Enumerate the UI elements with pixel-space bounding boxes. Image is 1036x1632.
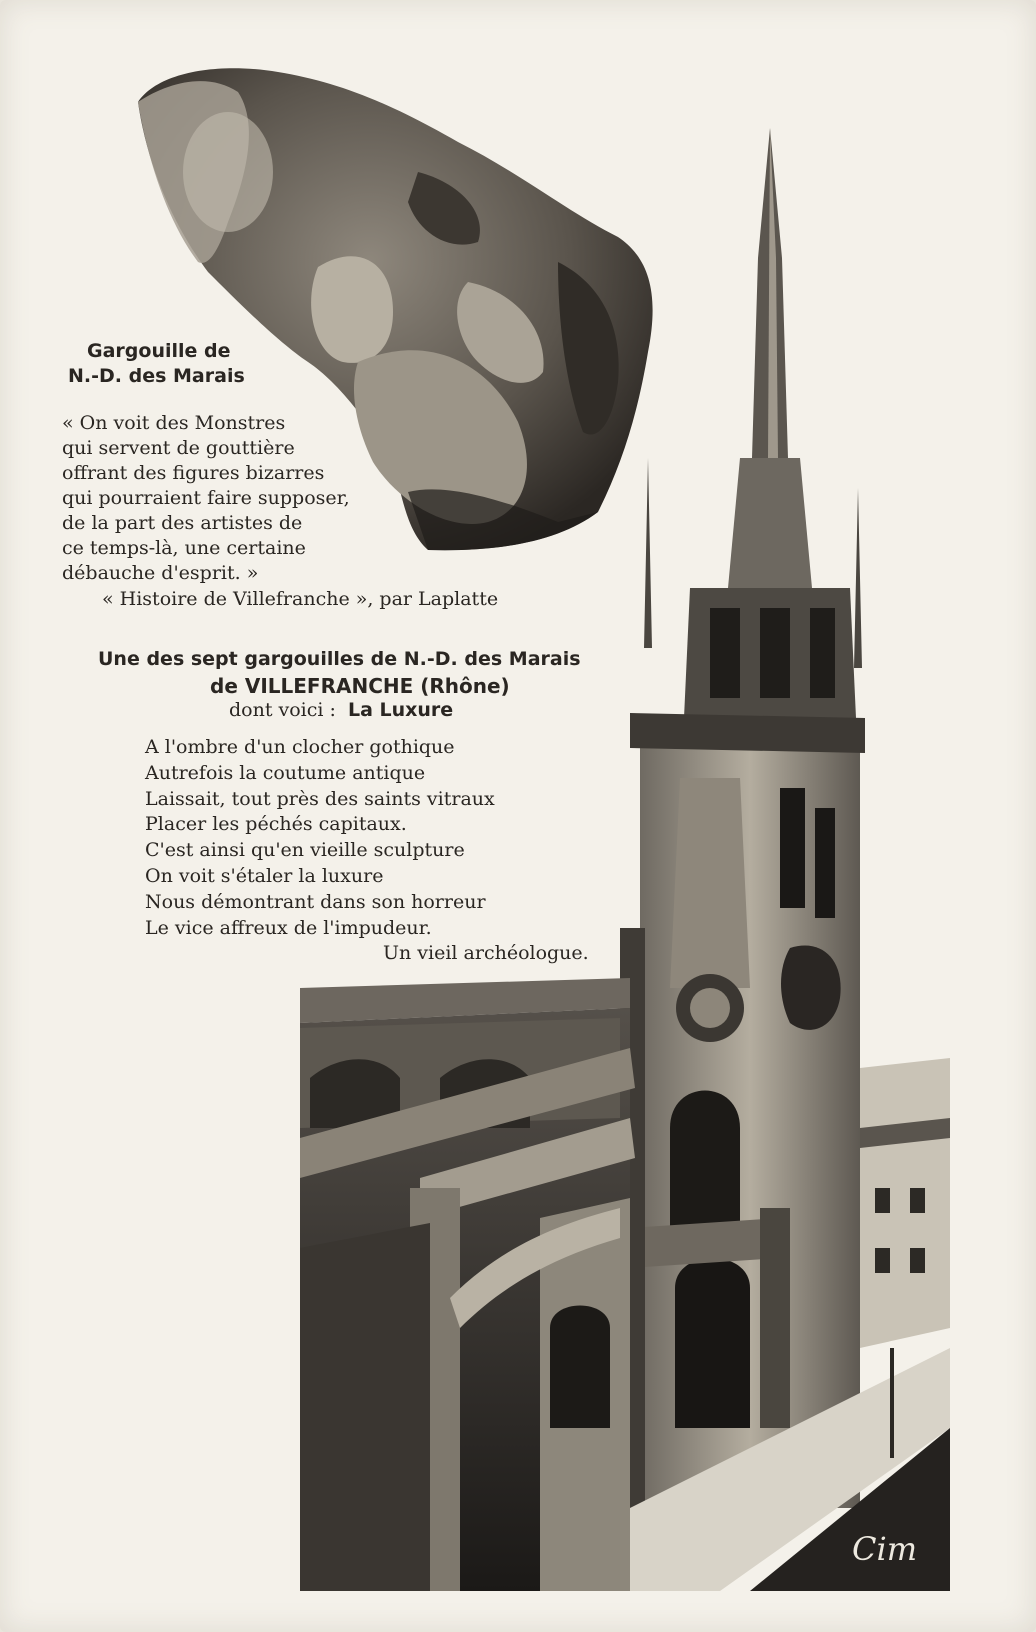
quote-line: qui servent de gouttière (62, 437, 295, 459)
heading-line1: Une des sept gargouilles de N.-D. des Marais (98, 648, 581, 670)
poem-line: Autrefois la coutume antique (145, 761, 426, 784)
quote-line: ce temps-là, une certaine (62, 537, 306, 559)
quote-line: débauche d'esprit. » (62, 562, 259, 584)
caption-title-line1: Gargouille de (87, 340, 231, 362)
poem-line: C'est ainsi qu'en vieille sculpture (145, 839, 465, 862)
quote-line: « On voit des Monstres (62, 412, 286, 434)
poem-line: Laissait, tout près des saints vitraux (145, 787, 495, 810)
quote-source: « Histoire de Villefranche », par Laplatte (102, 588, 499, 610)
quote-block (62, 411, 350, 586)
poem-line: A l'ombre d'un clocher gothique (145, 736, 455, 758)
heading-line3-prefix: dont voici : (229, 699, 336, 721)
poem-line: Placer les péchés capitaux. (145, 813, 407, 836)
publisher-mark: Cim (852, 1530, 918, 1568)
poem-line: Le vice affreux de l'impudeur. (145, 916, 432, 939)
heading-line3-bold: La Luxure (347, 699, 454, 721)
poem-line: Nous démontrant dans son horreur (145, 890, 486, 913)
quote-line: qui pourraient faire supposer, (62, 487, 350, 509)
caption-title-line2: N.-D. des Marais (68, 365, 245, 387)
poem-line: On voit s'étaler la luxure (145, 864, 384, 887)
heading-line2: de VILLEFRANCHE (Rhône) (210, 674, 510, 698)
quote-line: de la part des artistes de (62, 512, 303, 534)
quote-line: offrant des figures bizarres (62, 462, 325, 484)
heading-line3 (229, 699, 453, 721)
poem-block (145, 735, 495, 941)
poem-signature: Un vieil archéologue. (383, 942, 589, 964)
